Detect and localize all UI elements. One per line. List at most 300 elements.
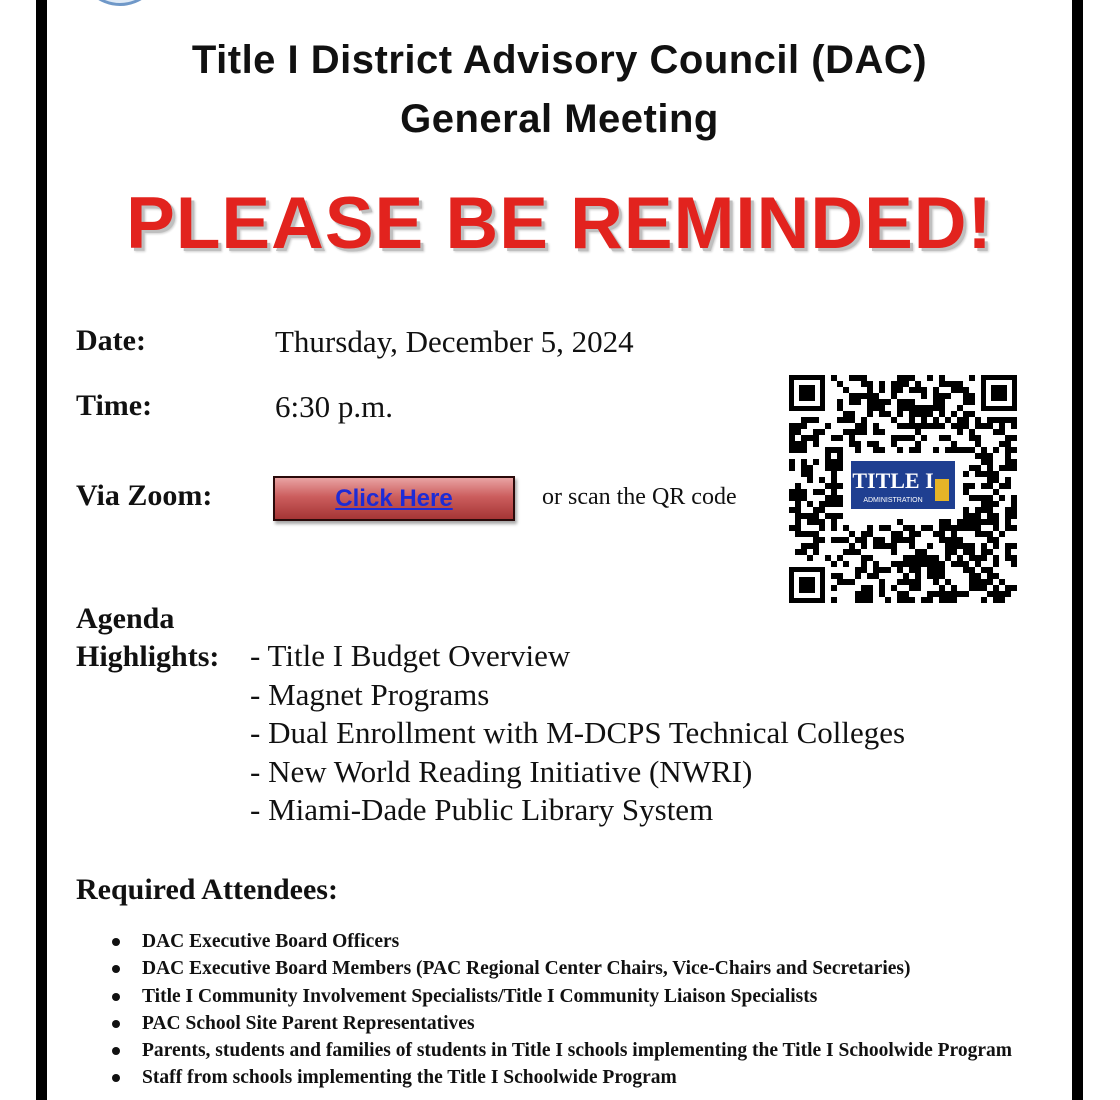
qr-module [903,381,909,387]
qr-module [837,465,843,471]
qr-module [891,441,897,447]
qr-module [873,537,879,543]
qr-module [813,435,819,441]
qr-module [795,531,801,537]
qr-module [843,579,849,585]
qr-module [795,495,801,501]
qr-module [831,501,837,507]
qr-module [993,597,999,603]
qr-module [837,501,843,507]
qr-module [789,429,795,435]
agenda-item: - Dual Enrollment with M-DCPS Technical Colleges [250,715,906,750]
qr-module [801,465,807,471]
qr-module [813,519,819,525]
qr-module [867,531,873,537]
qr-module [981,567,987,573]
qr-module [891,393,897,399]
qr-module [951,585,957,591]
qr-module [999,495,1005,501]
qr-module [939,435,945,441]
qr-module [879,591,885,597]
qr-module [879,447,885,453]
qr-module [873,573,879,579]
qr-module [987,513,993,519]
qr-module [915,579,921,585]
qr-module [831,573,837,579]
qr-module [873,561,879,567]
qr-module [861,429,867,435]
qr-module [825,465,831,471]
qr-module [897,537,903,543]
qr-module [801,423,807,429]
qr-module [915,585,921,591]
attendee-item: PAC School Site Parent Representatives [110,1010,1060,1037]
qr-module [849,435,855,441]
qr-module [1011,465,1017,471]
qr-module [891,387,897,393]
qr-module [801,531,807,537]
qr-module [939,561,945,567]
qr-module [939,399,945,405]
qr-module [801,459,807,465]
qr-module [855,393,861,399]
qr-module [999,417,1005,423]
qr-module [891,417,897,423]
qr-module [825,501,831,507]
qr-module [795,489,801,495]
qr-module [867,387,873,393]
page-border-left [36,0,47,1100]
qr-module [915,411,921,417]
qr-module [945,579,951,585]
qr-module [921,411,927,417]
qr-module [897,387,903,393]
qr-module [843,549,849,555]
qr-module [969,429,975,435]
qr-module [969,555,975,561]
qr-module [927,405,933,411]
qr-module [951,537,957,543]
qr-module [849,579,855,585]
qr-module [1011,525,1017,531]
qr-module [951,381,957,387]
qr-code[interactable] [789,375,1017,603]
qr-module [951,387,957,393]
qr-module [975,573,981,579]
qr-module [885,597,891,603]
qr-module [981,471,987,477]
qr-module [1005,585,1011,591]
qr-module [1005,447,1011,453]
time-value: 6:30 p.m. [275,389,393,424]
qr-module [969,525,975,531]
qr-module [795,507,801,513]
qr-module [849,531,855,537]
qr-module [909,567,915,573]
qr-module [897,411,903,417]
qr-module [849,393,855,399]
qr-module [831,483,837,489]
qr-module [801,435,807,441]
qr-module [861,567,867,573]
qr-module [903,573,909,579]
qr-module [825,555,831,561]
qr-module [837,405,843,411]
qr-module [963,447,969,453]
qr-module [807,519,813,525]
qr-module [927,597,933,603]
qr-module [831,585,837,591]
qr-module [915,567,921,573]
qr-logo-accent [935,479,949,501]
qr-module [795,429,801,435]
qr-module [873,423,879,429]
qr-module [807,501,813,507]
qr-module [849,411,855,417]
qr-module [921,405,927,411]
qr-module [1011,423,1017,429]
qr-module [1011,417,1017,423]
qr-module [981,447,987,453]
qr-module [915,447,921,453]
agenda-label [76,600,219,676]
qr-module [915,429,921,435]
qr-module [957,561,963,567]
qr-module [789,459,795,465]
qr-module [909,447,915,453]
qr-module [801,417,807,423]
qr-module [933,579,939,585]
qr-module [969,435,975,441]
qr-module [789,447,795,453]
qr-module [981,501,987,507]
qr-module [963,471,969,477]
qr-module [795,447,801,453]
qr-module [999,423,1005,429]
qr-module [861,375,867,381]
qr-module [963,543,969,549]
qr-module [897,531,903,537]
qr-module [939,381,945,387]
flyer-subtitle: General Meeting [400,97,719,141]
qr-module [879,429,885,435]
qr-module [981,483,987,489]
qr-module [831,375,837,381]
qr-module [957,543,963,549]
qr-module [801,513,807,519]
qr-module [945,525,951,531]
qr-module [987,573,993,579]
qr-module [849,429,855,435]
qr-module [789,435,795,441]
qr-module [897,423,903,429]
qr-module [945,549,951,555]
qr-module [963,483,969,489]
qr-module [849,417,855,423]
qr-module [897,375,903,381]
qr-module [951,561,957,567]
qr-module [951,411,957,417]
qr-module [795,525,801,531]
attendee-item: Staff from schools implementing the Title I Schoolwide Program [110,1064,1060,1091]
qr-module [861,531,867,537]
qr-module [897,435,903,441]
qr-module [993,525,999,531]
qr-module [969,579,975,585]
qr-module [909,405,915,411]
qr-module [945,537,951,543]
qr-module [891,549,897,555]
qr-module [981,555,987,561]
qr-module [927,561,933,567]
qr-module [795,549,801,555]
qr-module [993,429,999,435]
qr-module [855,447,861,453]
qr-module [951,549,957,555]
qr-module [873,393,879,399]
qr-module [837,459,843,465]
qr-module [1011,561,1017,567]
qr-module [831,597,837,603]
agenda-list [250,637,905,830]
qr-module [909,537,915,543]
qr-module [939,537,945,543]
qr-module [903,537,909,543]
qr-module [987,579,993,585]
qr-module [975,495,981,501]
district-seal-logo [78,0,162,6]
qr-module [969,549,975,555]
qr-module [909,585,915,591]
qr-module [903,525,909,531]
qr-module [795,483,801,489]
qr-module [909,375,915,381]
qr-finder-top-right [981,375,1017,411]
qr-module [981,507,987,513]
qr-module [831,471,837,477]
qr-module [993,477,999,483]
qr-module [969,513,975,519]
qr-module [1005,555,1011,561]
qr-module [867,597,873,603]
zoom-link-button[interactable] [273,476,515,521]
qr-module [903,399,909,405]
qr-module [837,453,843,459]
qr-module [915,561,921,567]
qr-module [909,597,915,603]
qr-module [1011,507,1017,513]
qr-module [837,447,843,453]
qr-module [903,375,909,381]
flyer-title: Title I District Advisory Council (DAC) [191,38,928,82]
qr-module [975,435,981,441]
qr-module [837,435,843,441]
qr-module [939,531,945,537]
qr-module [933,561,939,567]
agenda-label-line1: Agenda [76,602,175,635]
time-label: Time: [76,389,153,422]
qr-module [969,585,975,591]
qr-module [897,447,903,453]
qr-module [963,489,969,495]
qr-module [993,591,999,597]
qr-module [1005,483,1011,489]
qr-module [813,537,819,543]
qr-module [969,375,975,381]
qr-module [867,591,873,597]
qr-module [837,579,843,585]
qr-module [861,417,867,423]
qr-module [903,423,909,429]
qr-module [993,537,999,543]
qr-module [921,417,927,423]
qr-module [861,393,867,399]
qr-module [987,483,993,489]
qr-module [921,525,927,531]
qr-module [1005,435,1011,441]
qr-module [957,387,963,393]
qr-module [885,525,891,531]
qr-module [861,597,867,603]
date-label: Date: [76,324,146,357]
qr-module [813,543,819,549]
qr-module [867,393,873,399]
qr-module [981,519,987,525]
qr-module [975,525,981,531]
qr-module [789,423,795,429]
qr-module [849,543,855,549]
qr-module [801,489,807,495]
qr-module [843,525,849,531]
qr-module [993,489,999,495]
qr-module [963,387,969,393]
qr-module [897,381,903,387]
qr-module [969,483,975,489]
qr-module [855,423,861,429]
qr-module [831,477,837,483]
zoom-label: Via Zoom: [76,479,213,512]
qr-module [807,543,813,549]
qr-module [987,591,993,597]
qr-module [957,447,963,453]
qr-module [795,519,801,525]
qr-module [999,483,1005,489]
qr-module [939,591,945,597]
qr-module [903,561,909,567]
qr-module [981,531,987,537]
qr-module [915,405,921,411]
qr-module [897,561,903,567]
qr-module [909,543,915,549]
qr-module [807,555,813,561]
qr-module [987,567,993,573]
qr-module [867,573,873,579]
qr-module [891,537,897,543]
qr-module [981,459,987,465]
qr-module [903,555,909,561]
qr-module [999,597,1005,603]
qr-module [975,555,981,561]
qr-module [963,567,969,573]
qr-module [897,405,903,411]
qr-module [963,507,969,513]
qr-module [1011,513,1017,519]
qr-module [939,585,945,591]
qr-module [969,573,975,579]
qr-module [825,423,831,429]
qr-module [999,429,1005,435]
qr-logo-title: TITLE I [852,468,934,493]
qr-module [867,555,873,561]
qr-module [963,591,969,597]
qr-module [957,429,963,435]
qr-module [987,501,993,507]
qr-module [987,465,993,471]
qr-module [981,585,987,591]
qr-module [933,405,939,411]
qr-module [819,501,825,507]
qr-module [789,525,795,531]
qr-module [921,423,927,429]
qr-module [801,495,807,501]
qr-module [987,471,993,477]
attendees-heading: Required Attendees: [76,873,338,906]
qr-module [897,597,903,603]
qr-module [861,555,867,561]
qr-module [813,429,819,435]
qr-module [819,537,825,543]
qr-module [1011,495,1017,501]
qr-module [897,399,903,405]
zoom-link-label[interactable]: Click Here [335,484,453,512]
qr-module [909,561,915,567]
qr-module [969,519,975,525]
agenda-item: - Miami-Dade Public Library System [250,792,714,827]
qr-module [891,543,897,549]
qr-module [831,561,837,567]
qr-module [993,519,999,525]
qr-module [885,411,891,417]
qr-module [969,447,975,453]
qr-module [963,513,969,519]
qr-module [849,549,855,555]
qr-module [795,513,801,519]
qr-module [987,459,993,465]
qr-module [927,591,933,597]
qr-module [945,591,951,597]
qr-module [933,573,939,579]
qr-module [981,579,987,585]
qr-module [885,399,891,405]
qr-module [879,411,885,417]
qr-module [831,465,837,471]
qr-module [963,417,969,423]
qr-module [1005,507,1011,513]
qr-module [885,567,891,573]
qr-module [1011,447,1017,453]
qr-module [1005,513,1011,519]
qr-module [789,441,795,447]
qr-module [933,567,939,573]
qr-module [993,543,999,549]
qr-module [987,417,993,423]
qr-module [957,381,963,387]
qr-module [903,435,909,441]
qr-module [963,393,969,399]
qr-module [837,555,843,561]
qr-module [879,543,885,549]
qr-module [933,555,939,561]
